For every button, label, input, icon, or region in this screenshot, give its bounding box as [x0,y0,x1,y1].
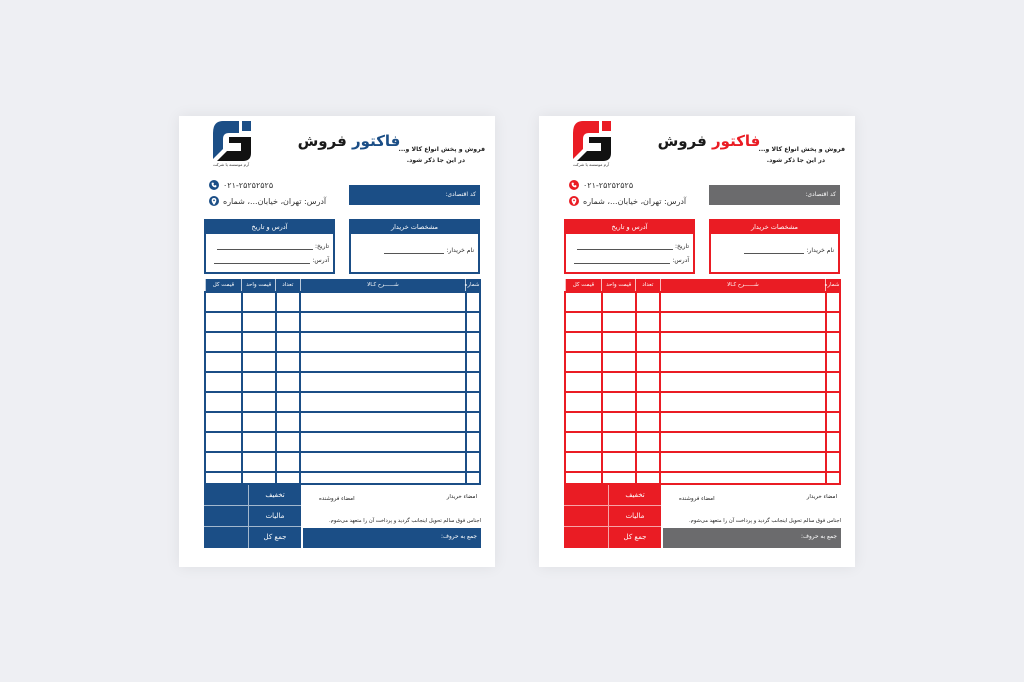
amount-in-words-field[interactable]: جمع به حروف: [303,528,481,548]
col-total-price: قیمت کل [565,280,602,292]
cell[interactable] [826,372,840,392]
invoice-red [539,116,855,567]
cell[interactable] [276,372,301,392]
address-contact [209,196,326,206]
cell[interactable] [300,432,466,452]
cell[interactable] [242,412,276,432]
cell[interactable] [242,432,276,452]
table-row [565,472,840,484]
tax-label: مالیات [625,512,645,520]
cell[interactable] [205,472,242,484]
address-label: آدرس: [672,257,689,264]
col-total-price: قیمت کل [205,280,242,292]
phone-icon [569,180,579,190]
cell[interactable] [466,372,480,392]
cell[interactable] [205,292,242,312]
table-row [565,432,840,452]
address-text: آدرس: تهران، خیابان...، شماره [583,196,687,206]
cell[interactable] [300,472,466,484]
buyer-signature-label: امضاء خریدار [806,494,837,500]
cell[interactable] [242,352,276,372]
cell[interactable] [826,292,840,312]
cell[interactable] [636,352,661,372]
cell[interactable] [276,332,301,352]
cell[interactable] [565,432,602,452]
company-logo-icon [569,119,613,163]
cell[interactable] [205,432,242,452]
seller-signature-label: امضاء فروشنده [319,496,355,502]
col-number: شماره [466,280,480,292]
cell[interactable] [300,372,466,392]
cell[interactable] [636,472,661,484]
cell[interactable] [602,312,636,332]
cell[interactable] [636,372,661,392]
cell[interactable] [205,332,242,352]
tagline [725,144,845,166]
buyer-name-line [744,253,804,254]
cell[interactable] [826,452,840,472]
tax-row [564,506,661,527]
cell[interactable] [300,452,466,472]
cell[interactable] [602,412,636,432]
col-number: شماره [826,280,840,292]
discount-value[interactable] [564,485,609,505]
cell[interactable] [660,312,826,332]
buyer-name-line [384,253,444,254]
cell[interactable] [660,372,826,392]
table-row [205,432,480,452]
cell[interactable] [660,412,826,432]
col-quantity: تعداد [276,280,301,292]
cell[interactable] [466,412,480,432]
cell[interactable] [565,472,602,484]
tax-label: مالیات [265,512,285,520]
economic-code-field[interactable]: کد اقتصادی: [709,185,840,205]
cell[interactable] [466,332,480,352]
cell[interactable] [565,292,602,312]
buyer-name-field[interactable] [384,247,474,254]
address-field[interactable] [574,257,689,264]
title-dark: فروش [657,132,707,150]
cell[interactable] [660,472,826,484]
cell[interactable] [826,392,840,412]
cell[interactable] [276,312,301,332]
grand-total-row [204,527,301,548]
grand-total-value[interactable] [564,527,609,548]
cell[interactable] [565,412,602,432]
cell[interactable] [565,352,602,372]
cell[interactable] [565,312,602,332]
cell[interactable] [466,312,480,332]
cell[interactable] [300,392,466,412]
table-row [565,452,840,472]
cell[interactable] [300,352,466,372]
address-date-header: آدرس و تاریخ [206,221,333,234]
receipt-notice: اجناس فوق سالم تحویل اینجانب گردید و پرداخت آن را متعهد می‌شوم. [689,518,841,524]
col-unit-price: قیمت واحد [602,280,636,292]
cell[interactable] [602,352,636,372]
phone-contact [569,180,633,190]
cell[interactable] [636,412,661,432]
address-field[interactable] [214,257,329,264]
address-line [574,263,670,264]
table-row [205,332,480,352]
table-row [565,312,840,332]
cell[interactable] [205,312,242,332]
buyer-details-header: مشخصات خریدار [711,221,838,234]
cell[interactable] [466,392,480,412]
cell[interactable] [300,292,466,312]
tagline-line1: فروش و پخش انواع کالا و... [398,146,485,153]
cell[interactable] [636,332,661,352]
cell[interactable] [602,472,636,484]
table-row [565,392,840,412]
cell[interactable] [466,352,480,372]
col-description: شــــــرح کـالا [300,280,466,292]
location-pin-icon [569,196,579,206]
col-unit-price: قیمت واحد [242,280,276,292]
items-table [564,279,841,485]
discount-row [204,485,301,506]
table-row [565,372,840,392]
table-row [205,372,480,392]
date-label: تاریخ: [675,243,689,250]
table-row [205,292,480,312]
cell[interactable] [565,332,602,352]
date-field[interactable] [217,243,329,250]
cell[interactable] [660,432,826,452]
cell[interactable] [660,352,826,372]
address-date-header: آدرس و تاریخ [566,221,693,234]
discount-label: تخفیف [625,491,645,499]
cell[interactable] [826,332,840,352]
table-row [205,472,480,484]
cell[interactable] [602,452,636,472]
cell[interactable] [466,292,480,312]
cell[interactable] [276,412,301,432]
table-row [565,332,840,352]
buyer-name-label: نام خریدار: [446,247,474,254]
cell[interactable] [826,412,840,432]
cell[interactable] [242,472,276,484]
cell[interactable] [205,412,242,432]
table-header-row [205,280,480,292]
cell[interactable] [826,352,840,372]
grand-total-label: جمع کل [263,533,287,541]
cell[interactable] [242,332,276,352]
cell[interactable] [602,432,636,452]
cell[interactable] [602,332,636,352]
col-description: شــــــرح کـالا [660,280,826,292]
title-accent: فاکتور [352,132,401,150]
address-date-box [204,219,335,274]
cell[interactable] [565,372,602,392]
cell[interactable] [466,432,480,452]
table-row [565,292,840,312]
grand-total-label: جمع کل [623,533,647,541]
tax-row [204,506,301,527]
cell[interactable] [242,452,276,472]
invoice-blue [179,116,495,567]
table-row [205,392,480,412]
phone-contact [209,180,273,190]
cell[interactable] [466,452,480,472]
cell[interactable] [276,392,301,412]
grand-total-value[interactable] [204,527,249,548]
items-table [204,279,481,485]
buyer-name-label: نام خریدار: [806,247,834,254]
cell[interactable] [300,412,466,432]
cell[interactable] [602,292,636,312]
date-label: تاریخ: [315,243,329,250]
cell[interactable] [205,372,242,392]
logo-caption: آرم موسسه یا شرکت [212,162,250,167]
economic-code-field[interactable]: کد اقتصادی: [349,185,480,205]
cell[interactable] [660,392,826,412]
tagline [365,144,485,166]
tagline-line2: در این جا ذکر شود. [766,157,825,164]
cell[interactable] [276,472,301,484]
date-line [217,249,313,250]
cell[interactable] [826,472,840,484]
address-label: آدرس: [312,257,329,264]
cell[interactable] [602,372,636,392]
cell[interactable] [242,392,276,412]
cell[interactable] [276,432,301,452]
address-line [214,263,310,264]
cell[interactable] [636,292,661,312]
receipt-notice: اجناس فوق سالم تحویل اینجانب گردید و پرداخت آن را متعهد می‌شوم. [329,518,481,524]
buyer-name-field[interactable] [744,247,834,254]
logo-caption: آرم موسسه یا شرکت [572,162,610,167]
cell[interactable] [636,312,661,332]
buyer-details-box [709,219,840,274]
table-row [205,312,480,332]
totals-block [564,485,661,548]
cell[interactable] [205,392,242,412]
grand-total-row [564,527,661,548]
cell[interactable] [205,452,242,472]
table-row [205,452,480,472]
table-row [565,352,840,372]
cell[interactable] [565,392,602,412]
cell[interactable] [660,292,826,312]
totals-block [204,485,301,548]
location-pin-icon [209,196,219,206]
address-contact [569,196,686,206]
cell[interactable] [660,452,826,472]
cell[interactable] [242,312,276,332]
phone-number: ۰۲۱-۲۵۲۵۲۵۲۵ [223,180,274,190]
tax-value[interactable] [564,506,609,526]
cell[interactable] [300,332,466,352]
cell[interactable] [276,292,301,312]
date-line [577,249,673,250]
cell[interactable] [300,312,466,332]
discount-row [564,485,661,506]
col-quantity: تعداد [636,280,661,292]
date-field[interactable] [577,243,689,250]
cell[interactable] [242,372,276,392]
cell[interactable] [826,432,840,452]
cell[interactable] [205,352,242,372]
phone-icon [209,180,219,190]
buyer-details-header: مشخصات خریدار [351,221,478,234]
seller-signature-label: امضاء فروشنده [679,496,715,502]
title-dark: فروش [297,132,347,150]
company-logo-icon [209,119,253,163]
cell[interactable] [636,392,661,412]
discount-value[interactable] [204,485,249,505]
tax-value[interactable] [204,506,249,526]
address-text: آدرس: تهران، خیابان...، شماره [223,196,327,206]
address-date-box [564,219,695,274]
cell[interactable] [602,392,636,412]
phone-number: ۰۲۱-۲۵۲۵۲۵۲۵ [583,180,634,190]
discount-label: تخفیف [265,491,285,499]
table-row [565,412,840,432]
table-row [205,412,480,432]
tagline-line2: در این جا ذکر شود. [406,157,465,164]
buyer-details-box [349,219,480,274]
table-row [205,352,480,372]
table-header-row [565,280,840,292]
cell[interactable] [826,312,840,332]
cell[interactable] [276,452,301,472]
cell[interactable] [466,472,480,484]
tagline-line1: فروش و پخش انواع کالا و... [758,146,845,153]
cell[interactable] [660,332,826,352]
title-accent: فاکتور [712,132,761,150]
cell[interactable] [636,432,661,452]
cell[interactable] [242,292,276,312]
amount-in-words-field[interactable]: جمع به حروف: [663,528,841,548]
cell[interactable] [636,452,661,472]
cell[interactable] [565,452,602,472]
buyer-signature-label: امضاء خریدار [446,494,477,500]
cell[interactable] [276,352,301,372]
